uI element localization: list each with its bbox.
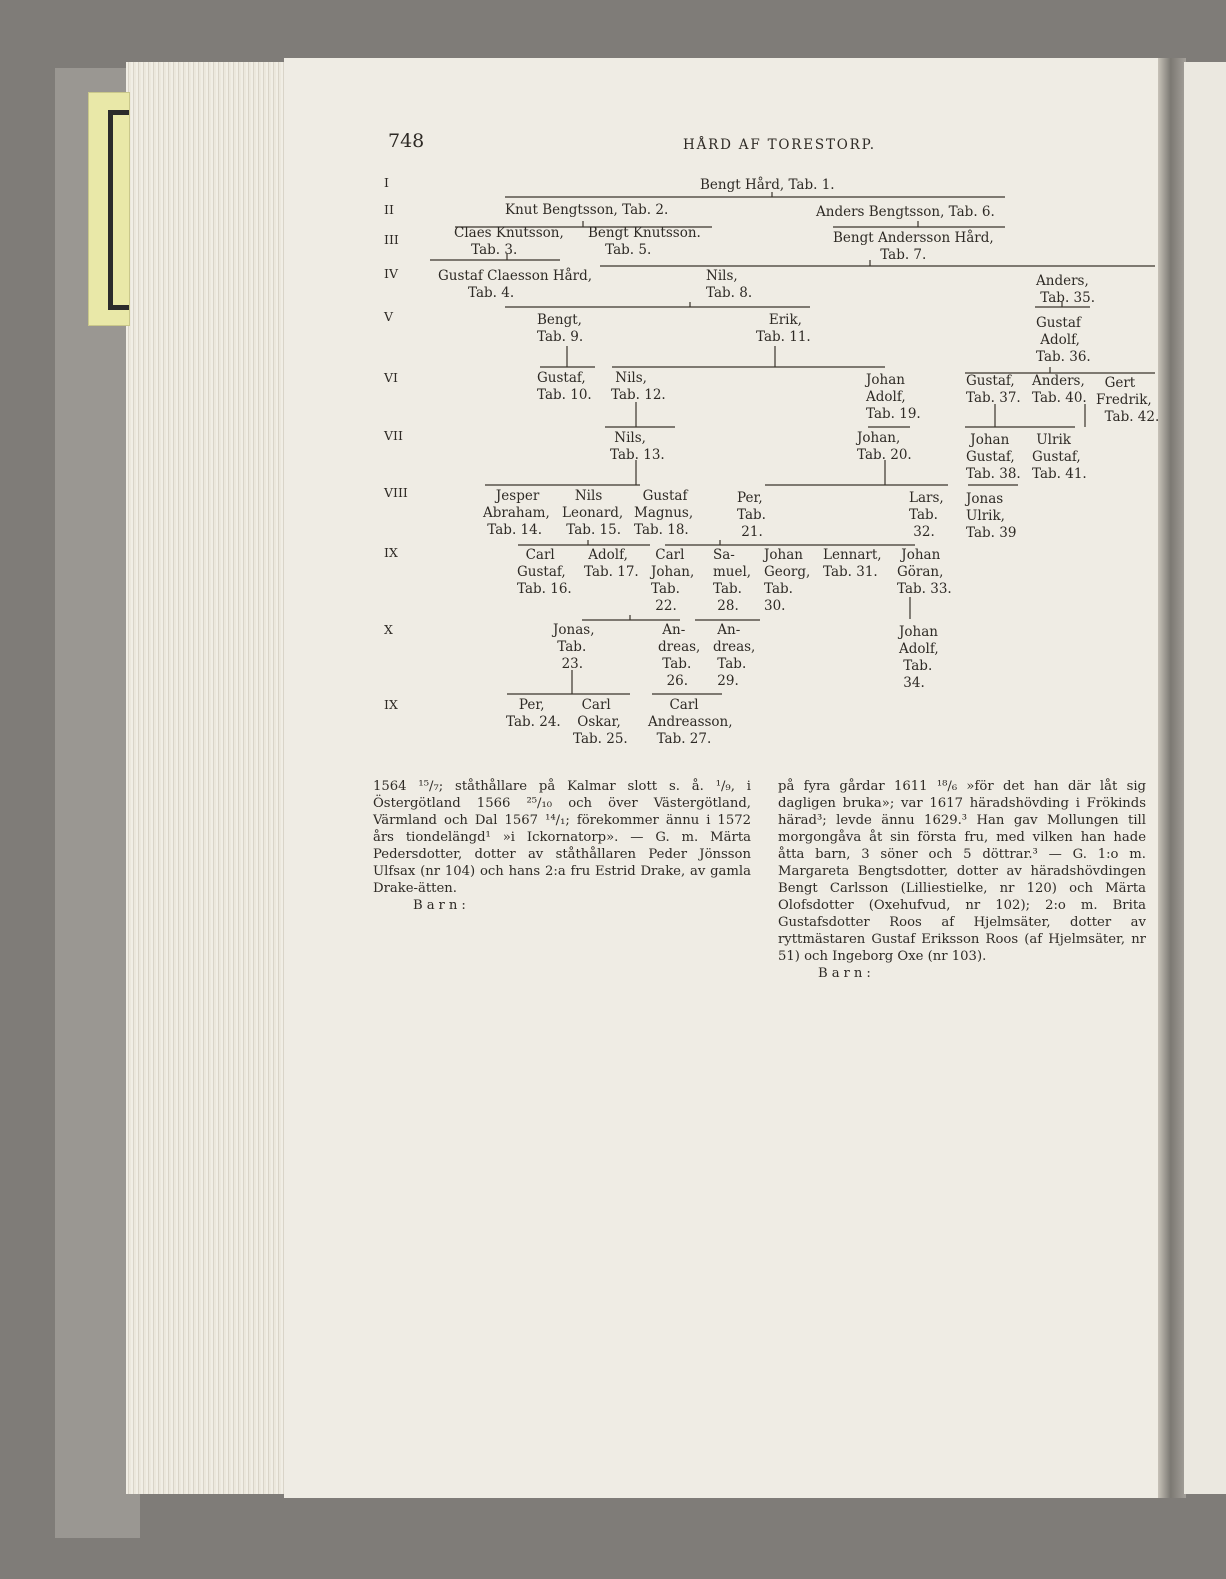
tree-person: Bengt Knutsson. Tab. 5. (588, 225, 701, 258)
tree-person: Carl Oskar, Tab. 25. (573, 697, 628, 747)
section-heading: Barn: (818, 966, 875, 981)
tree-person: An- dreas, Tab. 26. (658, 622, 701, 689)
page-number: 748 (388, 130, 425, 152)
tree-person: Nils Leonard, Tab. 15. (562, 488, 624, 538)
tree-person: Carl Johan, Tab. 22. (651, 547, 695, 614)
generation-label: I (384, 175, 389, 190)
left-text-column (373, 778, 751, 914)
tree-person: Johan, Tab. 20. (857, 430, 912, 463)
generation-label: IV (384, 266, 398, 281)
tree-person: Jesper Abraham, Tab. 14. (483, 488, 550, 538)
tree-person: Johan Adolf, Tab. 19. (866, 372, 921, 422)
tree-person: Gustaf, Tab. 37. (966, 373, 1021, 406)
tree-person: Lars, Tab. 32. (909, 490, 944, 540)
tree-person: Adolf, Tab. 17. (584, 547, 639, 580)
generation-label: IX (384, 545, 398, 560)
tree-person: Carl Andreasson, Tab. 27. (648, 697, 733, 747)
right-text-column (778, 778, 1146, 982)
tree-person: Bengt, Tab. 9. (537, 312, 584, 345)
tree-person: Gustaf Adolf, Tab. 36. (1036, 315, 1091, 365)
tree-person: Gustaf Claesson Hård, Tab. 4. (438, 268, 593, 301)
running-head: HÅRD AF TORESTORP. (683, 137, 876, 153)
tree-person: Anders Bengtsson, Tab. 6. (816, 204, 995, 220)
generation-label: VIII (384, 485, 408, 500)
generation-label: III (384, 232, 399, 247)
tree-person: Jonas Ulrik, Tab. 39 (966, 491, 1017, 541)
tree-person: Gustaf Magnus, Tab. 18. (634, 488, 694, 538)
tree-person: Johan Georg, Tab. 30. (764, 547, 811, 614)
tree-person: Nils, Tab. 8. (706, 268, 753, 301)
tree-person: Carl Gustaf, Tab. 16. (517, 547, 572, 597)
tree-person: Nils, Tab. 12. (611, 370, 666, 403)
generation-label: V (384, 309, 394, 324)
generation-label: X (384, 622, 393, 637)
tree-person: Claes Knutsson, Tab. 3. (454, 225, 564, 258)
generation-label: VII (384, 428, 403, 443)
tree-person: Gert Fredrik, Tab. 42. (1096, 375, 1160, 425)
tree-person: Sa- muel, Tab. 28. (713, 547, 752, 614)
tree-person: Johan Adolf, Tab. 34. (899, 624, 939, 691)
generation-label: II (384, 202, 394, 217)
paragraph: på fyra gårdar 1611 ¹⁸/₆ »för det han där låt sig dagligen bruka»; var 1617 häradshövding i Frökinds härad³; levde ännu 1629.³ Han gav Mollungen till morgongåva åt sin första fru, med vilken han hade åtta barn, 3 söner och 5 döttrar.³ — G. 1:o m. Margareta Bengtsdotter, dotter av häradshövdingen Bengt Carlsson (Lilliestielke, nr 120) och Märta Olofsdotter (Oxehufvud, nr 102); 2:o m. Brita Gustafsdotter Roos af Hjelmsäter, dotter av ryttmästaren Gustaf Eriksson Roos (af Hjelmsäter, nr 51) och Ingeborg Oxe (nr 103). (778, 779, 1146, 964)
tree-person: An- dreas, Tab. 29. (713, 622, 756, 689)
generation-label: IX (384, 697, 398, 712)
tree-person: Knut Bengtsson, Tab. 2. (505, 202, 669, 218)
tree-person: Jonas, Tab. 23. (553, 622, 595, 672)
tree-person: Bengt Andersson Hård, Tab. 7. (833, 230, 994, 263)
tree-person: Ulrik Gustaf, Tab. 41. (1032, 432, 1087, 482)
tree-person: Lennart, Tab. 31. (823, 547, 882, 580)
tree-person: Bengt Hård, Tab. 1. (700, 177, 835, 193)
generation-label: VI (384, 370, 398, 385)
tree-person: Per, Tab. 24. (506, 697, 561, 730)
tree-person: Nils, Tab. 13. (610, 430, 665, 463)
tree-person: Gustaf, Tab. 10. (537, 370, 592, 403)
tree-person: Anders, Tab. 40. (1032, 373, 1087, 406)
tree-person: Johan Göran, Tab. 33. (897, 547, 952, 597)
tree-person: Johan Gustaf, Tab. 38. (966, 432, 1021, 482)
tree-person: Anders, Tab. 35. (1036, 273, 1095, 306)
tree-person: Per, Tab. 21. (737, 490, 766, 540)
paragraph: 1564 ¹⁵/₇; ståthållare på Kalmar slott s. å. ¹/₉, i Östergötland 1566 ²⁵/₁₀ och över Västergötland, Värmland och Dal 1567 ¹⁴/₁; förekommer ännu i 1572 års tiondelängd¹ »i Ickornatorp». — G. m. Märta Pedersdotter, dotter av ståthållaren Peder Jönsson Ulfsax (nr 104) och hans 2:a fru Estrid Drake, av gamla Drake-ätten. (373, 779, 751, 896)
tree-person: Erik, Tab. 11. (756, 312, 811, 345)
section-heading: Barn: (413, 898, 470, 913)
